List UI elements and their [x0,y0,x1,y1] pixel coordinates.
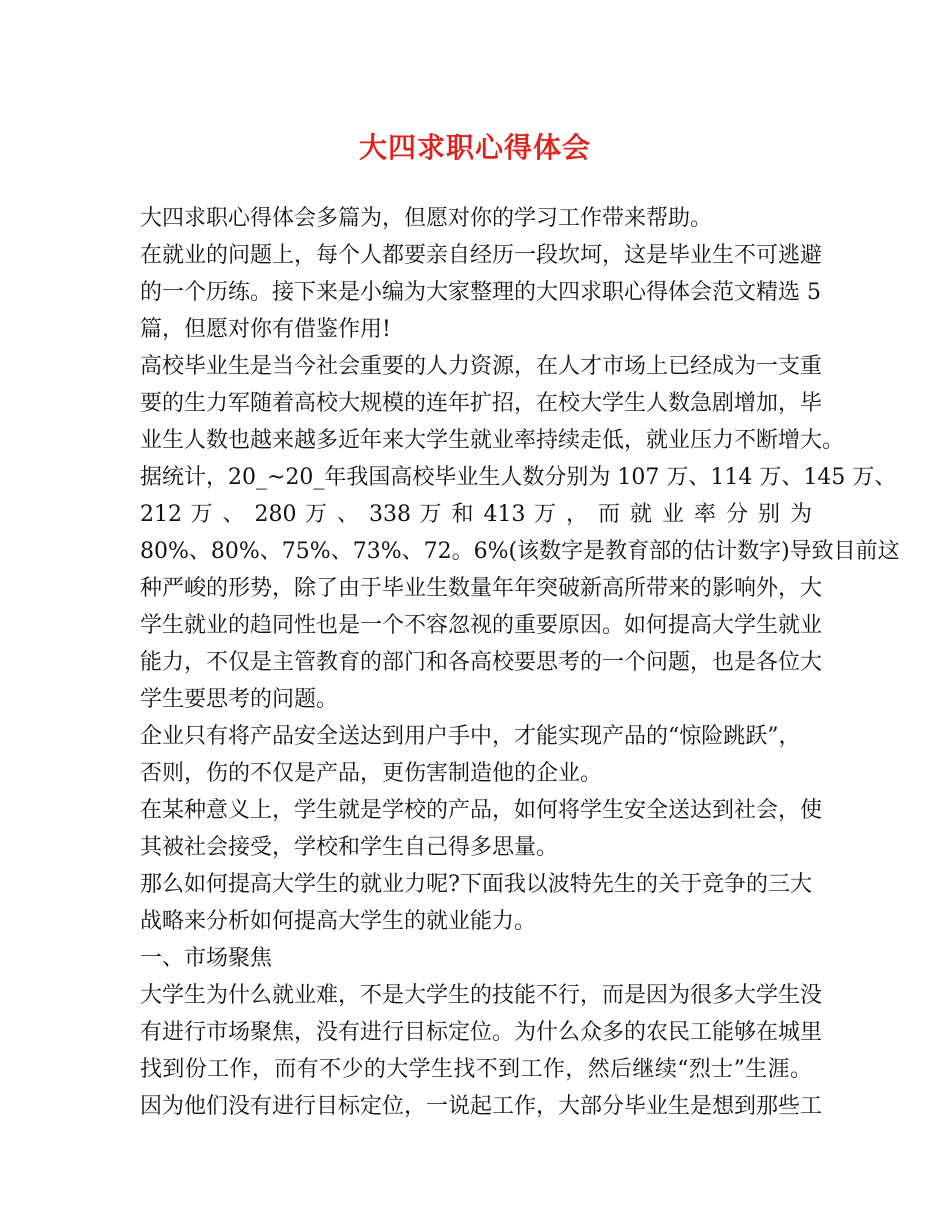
text-line: 学生就业的趋同性也是一个不容忽视的重要原因。如何提高大学生就业 [140,613,823,638]
text-line: 在就业的问题上，每个人都要亲自经历一段坎坷，这是毕业生不可逃避 [140,243,823,268]
text-line: 业生人数也越来越多近年来大学生就业率持续走低，就业压力不断增大。 [140,428,845,453]
text-line: 找到份工作，而有不少的大学生找不到工作，然后继续“烈士”生涯。 [140,1057,812,1082]
text-line: 篇，但愿对你有借鉴作用! [140,317,391,342]
text-line: 能力，不仅是主管教育的部门和各高校要思考的一个问题，也是各位大 [140,650,823,675]
text-line: 因为他们没有进行目标定位，一说起工作，大部分毕业生是想到那些工 [140,1094,823,1119]
text-line: 大四求职心得体会多篇为，但愿对你的学习工作带来帮助。 [140,206,713,231]
text-line: 否则，伤的不仅是产品，更伤害制造他的企业。 [140,761,603,786]
text-line: 战略来分析如何提高大学生的就业能力。 [140,909,537,934]
text-line: 大学生为什么就业难，不是大学生的技能不行，而是因为很多大学生没 [140,983,823,1008]
section-heading: 一、市场聚焦 [140,946,273,971]
text-line: 有进行市场聚焦，没有进行目标定位。为什么众多的农民工能够在城里 [140,1020,823,1045]
text-line: 在某种意义上，学生就是学校的产品，如何将学生安全送达到社会，使 [140,798,823,823]
document-title: 大四求职心得体会 [358,131,591,164]
text-line: 据统计，20_~20_年我国高校毕业生人数分别为 107 万、114 万、145 万、 [140,465,897,490]
text-line: 的一个历练。接下来是小编为大家整理的大四求职心得体会范文精选 5 [140,280,821,305]
document-body [140,200,900,1125]
text-line: 种严峻的形势，除了由于毕业生数量年年突破新高所带来的影响外，大 [140,576,823,601]
text-line: 其被社会接受，学校和学生自己得多思量。 [140,835,559,860]
text-line: 212 万 、 280 万 、 338 万 和 413 万 ， 而 就 业 率 分 别 为 [140,502,812,527]
text-line: 高校毕业生是当今社会重要的人力资源，在人才市场上已经成为一支重 [140,354,823,379]
text-line: 那么如何提高大学生的就业力呢?下面我以波特先生的关于竞争的三大 [140,872,812,897]
text-line: 学生要思考的问题。 [140,687,339,712]
text-line: 企业只有将产品安全送达到用户手中，才能实现产品的“惊险跳跃”， [140,724,801,749]
text-line: 要的生力军随着高校大规模的连年扩招，在校大学生人数急剧增加，毕 [140,391,823,416]
text-line: 80%、80%、75%、73%、72。6%(该数字是教育部的估计数字)导致目前这 [140,539,900,564]
